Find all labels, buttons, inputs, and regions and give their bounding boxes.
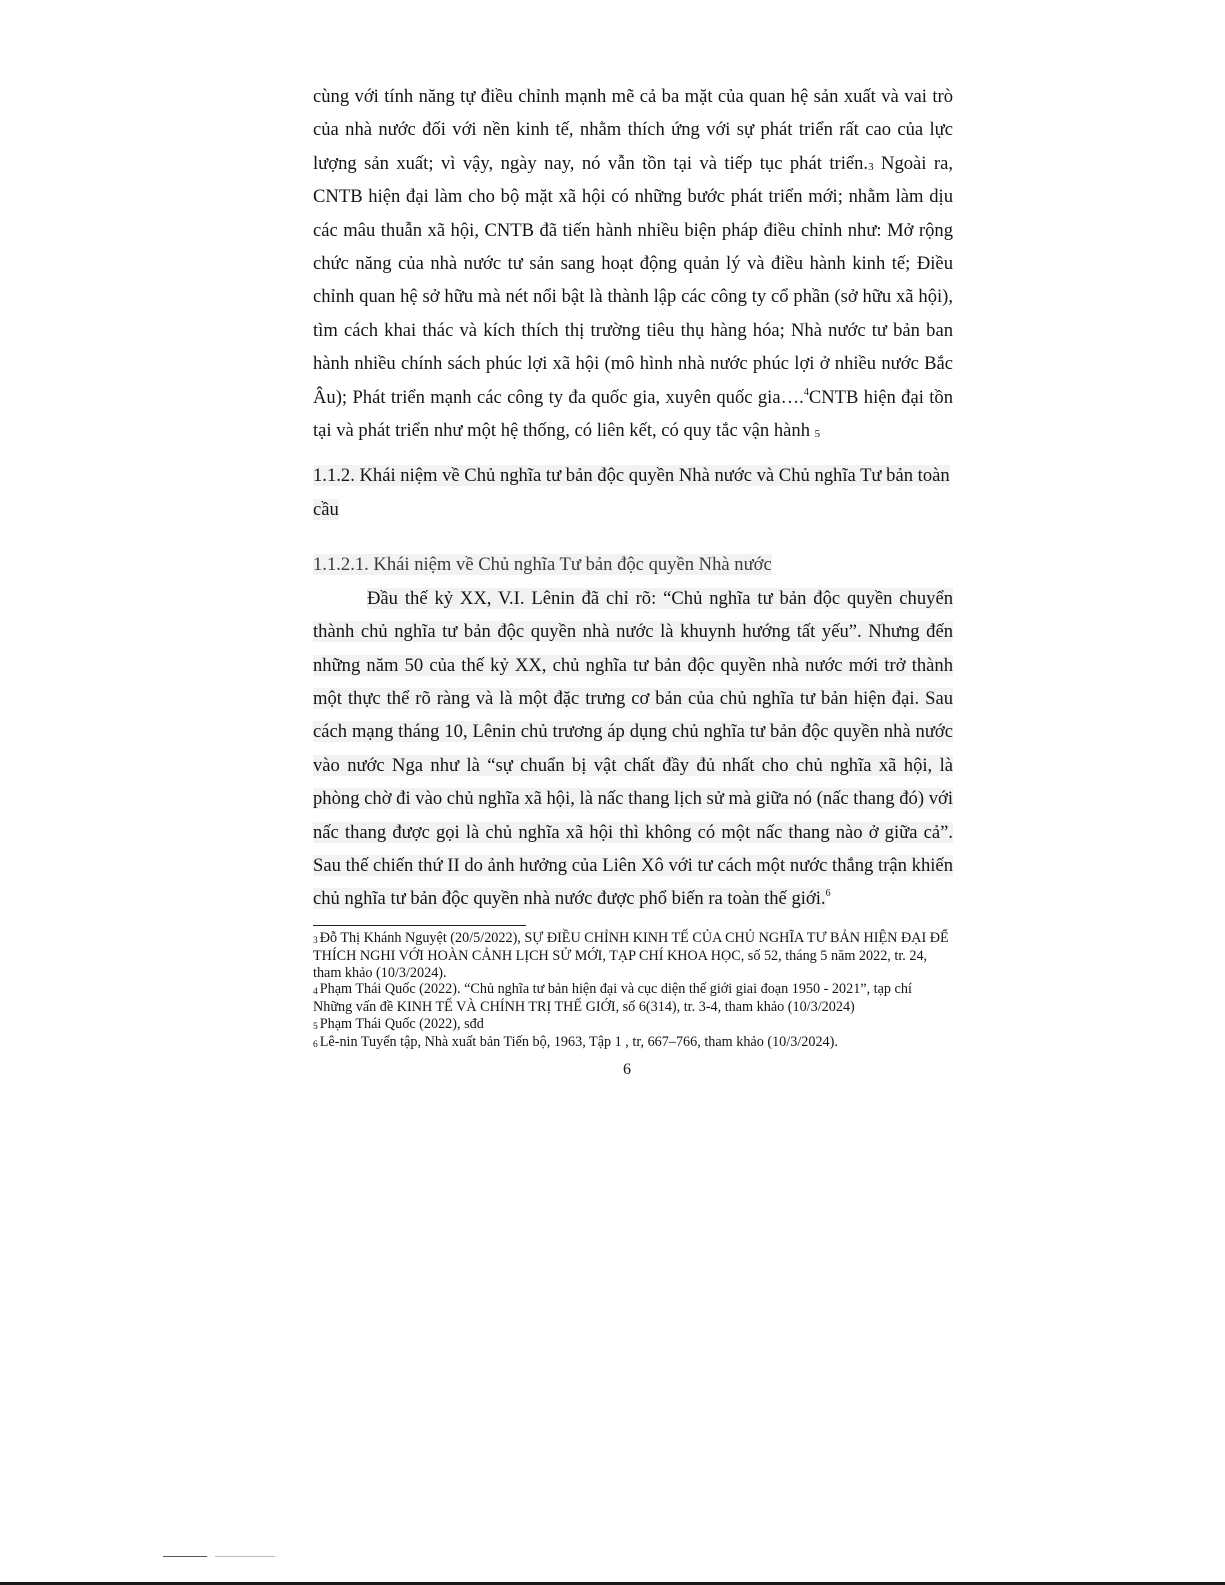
document-page bbox=[313, 80, 953, 1079]
paragraph-2-text: Đầu thế kỷ XX, V.I. Lênin đã chỉ rõ: “Chủ nghĩa tư bản độc quyền chuyển thành chủ nghĩa tư bản độc quyền nhà nước là khuynh hướng tất yếu”. Nhưng đến những năm 50 của thế kỷ XX, chủ nghĩa tư bản độc quyền nhà nước mới trở thành một thực thể rõ ràng và là một đặc trưng cơ bản của chủ nghĩa tư bản hiện đại. Sau cách mạng tháng 10, Lênin chủ trương áp dụng chủ nghĩa tư bản độc quyền nhà nước vào nước Nga như là “sự chuẩn bị vật chất đầy đủ nhất cho chủ nghĩa xã hội, là phòng chờ đi vào chủ nghĩa xã hội, là nấc thang lịch sử mà giữa nó (nấc thang đó) với nấc thang được gọi là chủ nghĩa xã hội thì không có một nấc thang nào ở giữa cả”. Sau thế chiến thứ II do ảnh hưởng của Liên Xô với tư cách một nước thắng trận khiến chủ nghĩa tư bản độc quyền nhà nước được phổ biến ra toàn thế giới. bbox=[313, 587, 953, 910]
footnote-6 bbox=[313, 1034, 953, 1052]
scan-artifact-line bbox=[163, 1556, 207, 1557]
section-heading-1-1-2 bbox=[313, 459, 953, 526]
footnote-ref-6[interactable]: 6 bbox=[825, 888, 831, 900]
footnote-ref-4[interactable]: 4 bbox=[803, 386, 809, 398]
section-heading-1-1-2-text: 1.1.2. Khái niệm về Chủ nghĩa tư bản độc quyền Nhà nước và Chủ nghĩa Tư bản toàn cầu bbox=[313, 465, 950, 520]
footnote-ref-5[interactable]: 5 bbox=[814, 428, 821, 441]
footnote-text: Phạm Thái Quốc (2022). “Chủ nghĩa tư bản hiện đại và cục diện thế giới giai đoạn 1950 - 2021”, tạp chí Những vấn đề KINH TẾ VÀ CHÍNH TRỊ THẾ GIỚI, số 6(314), tr. 3-4, tham khảo (10/3/2024) bbox=[313, 980, 912, 1016]
paragraph-1-text-b: Ngoài ra, CNTB hiện đại làm cho bộ mặt xã hội có những bước phát triển mới; nhằm làm dịu các mâu thuẫn xã hội, CNTB đã tiến hành nhiều biện pháp điều chỉnh như: Mở rộng chức năng của nhà nước tư sản sang hoạt động quản lý và điều hành kinh tế; Điều chỉnh quan hệ sở hữu mà nét nổi bật là thành lập các công ty cổ phần (sở hữu xã hội), tìm cách khai thác và kích thích thị trường tiêu thụ hàng hóa; Nhà nước tư bản ban hành nhiều chính sách phúc lợi xã hội (mô hình nhà nước phúc lợi ở nhiều nước Bắc Âu); Phát triển mạnh các công ty đa quốc gia, xuyên quốc gia…. bbox=[313, 152, 953, 408]
body-paragraph-2 bbox=[313, 582, 953, 916]
scan-artifact-line bbox=[215, 1556, 275, 1557]
footnote-text: Lê-nin Tuyển tập, Nhà xuất bản Tiến bộ, 1963, Tập 1 , tr, 667–766, tham khảo (10/3/2024). bbox=[319, 1034, 838, 1051]
footnotes bbox=[313, 930, 953, 1053]
footnote-number: 5 bbox=[313, 1021, 318, 1032]
footnote-3 bbox=[313, 930, 953, 981]
footnote-number: 4 bbox=[313, 986, 318, 997]
footnote-text: Đỗ Thị Khánh Nguyệt (20/5/2022), SỰ ĐIỀU CHỈNH KINH TẾ CỦA CHỦ NGHĨA TƯ BẢN HIỆN ĐẠI ĐỂ THÍCH NGHI VỚI HOÀN CẢNH LỊCH SỬ MỚI, TẠP CHÍ KHOA HỌC, số 52, tháng 5 năm 2022, tr. 24, tham khảo (10/3/2024). bbox=[313, 929, 949, 981]
page-number: 6 bbox=[623, 1060, 631, 1078]
footnote-5 bbox=[313, 1016, 953, 1034]
body-paragraph-1 bbox=[313, 80, 953, 447]
footnote-4 bbox=[313, 981, 953, 1016]
paragraph-1-text-a: cùng với tính năng tự điều chỉnh mạnh mẽ cả ba mặt của quan hệ sản xuất và vai trò của nhà nước đối với nền kinh tế, nhằm thích ứng với sự phát triển rất cao của lực lượng sản xuất; vì vậy, ngày nay, nó vẫn tồn tại và tiếp tục phát triển. bbox=[313, 86, 953, 174]
footnote-number: 3 bbox=[313, 935, 318, 946]
section-heading-1-1-2-1-text: 1.1.2.1. Khái niệm về Chủ nghĩa Tư bản độc quyền Nhà nước bbox=[313, 554, 772, 576]
footnote-number: 6 bbox=[313, 1040, 318, 1051]
paragraph-1-text-c: CNTB hiện đại tồn tại và phát triển như một hệ thống, có liên kết, có quy tắc vận hành bbox=[313, 386, 953, 442]
footnote-ref-3[interactable]: 3 bbox=[868, 160, 874, 173]
footnote-text: Phạm Thái Quốc (2022), sđd bbox=[319, 1015, 484, 1032]
section-heading-1-1-2-1 bbox=[313, 548, 953, 581]
footnote-separator bbox=[313, 925, 526, 926]
